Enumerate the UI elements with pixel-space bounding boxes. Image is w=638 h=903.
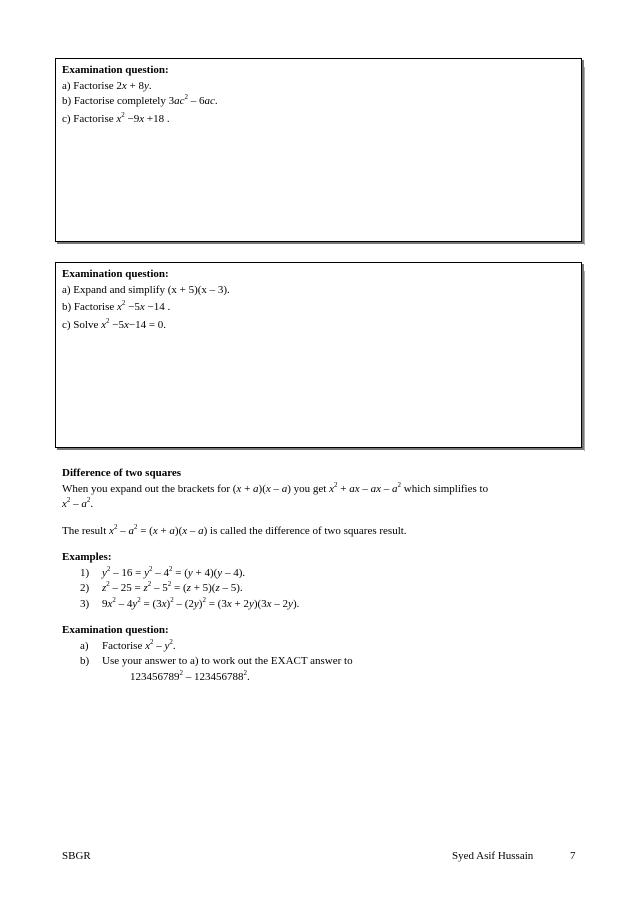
footer-author: Syed Asif Hussain (452, 850, 534, 862)
result-statement: The result $x^2 - a^2 = (x + a)(x - a)$ is called the difference of two squares result. (62, 522, 407, 537)
example-1: 1) $y^2 - 16 = y^2 - 4^2 = (y + 4)(y - 4)$. (80, 564, 246, 579)
box1-heading: Examination question: (62, 64, 169, 76)
footer-left: SBGR (62, 850, 91, 862)
explanation-line-1: When you expand out the brackets for (x + a)(x – a) you get $x^2$ + ax – ax – $a^2$ which simplifies to (62, 480, 489, 495)
box2-heading: Examination question: (62, 268, 169, 280)
examples-heading: Examples: (62, 551, 112, 563)
difference-of-two-squares-section (62, 466, 582, 685)
exam-question-box-2 (55, 262, 582, 448)
section-heading: Difference of two squares (62, 467, 182, 479)
exam-question-3b-expression: 123456789$^2$ – 123456788$^2$. (130, 668, 250, 683)
exam-question-3b: b) Use your answer to a) to work out the EXACT answer to (80, 655, 353, 667)
box1-question-c: c) Factorise $x^2 -9x +18$ . (62, 110, 170, 125)
exam-question-box-1 (55, 58, 582, 242)
explanation-line-2: $x^2 - a^2$. (62, 496, 94, 510)
example-3: 3) $9x^2 - 4y^2 = (3x)^2 - (2y)^2 = (3x + 2y)(3x - 2y)$. (80, 595, 300, 610)
exam-question-heading-3: Examination question: (62, 624, 169, 636)
exam-question-3a: a) Factorise $x^2 - y^2$. (80, 637, 176, 652)
example-2: 2) $z^2 - 25 = z^2 - 5^2 = (z + 5)(z - 5)$. (80, 580, 243, 594)
box2-question-b: b) Factorise $x^2 -5x -14$ . (62, 299, 171, 313)
box2-question-c: c) Solve $x^2 -5x-14 = 0$. (62, 316, 167, 331)
box1-question-b: b) Factorise completely $3ac^2 - 6ac$. (62, 93, 218, 107)
footer-page-number: 7 (570, 850, 576, 862)
box2-question-a: a) Expand and simplify (x + 5)(x – 3). (62, 283, 230, 296)
box1-question-a: a) Factorise 2x + 8y. (62, 79, 152, 92)
